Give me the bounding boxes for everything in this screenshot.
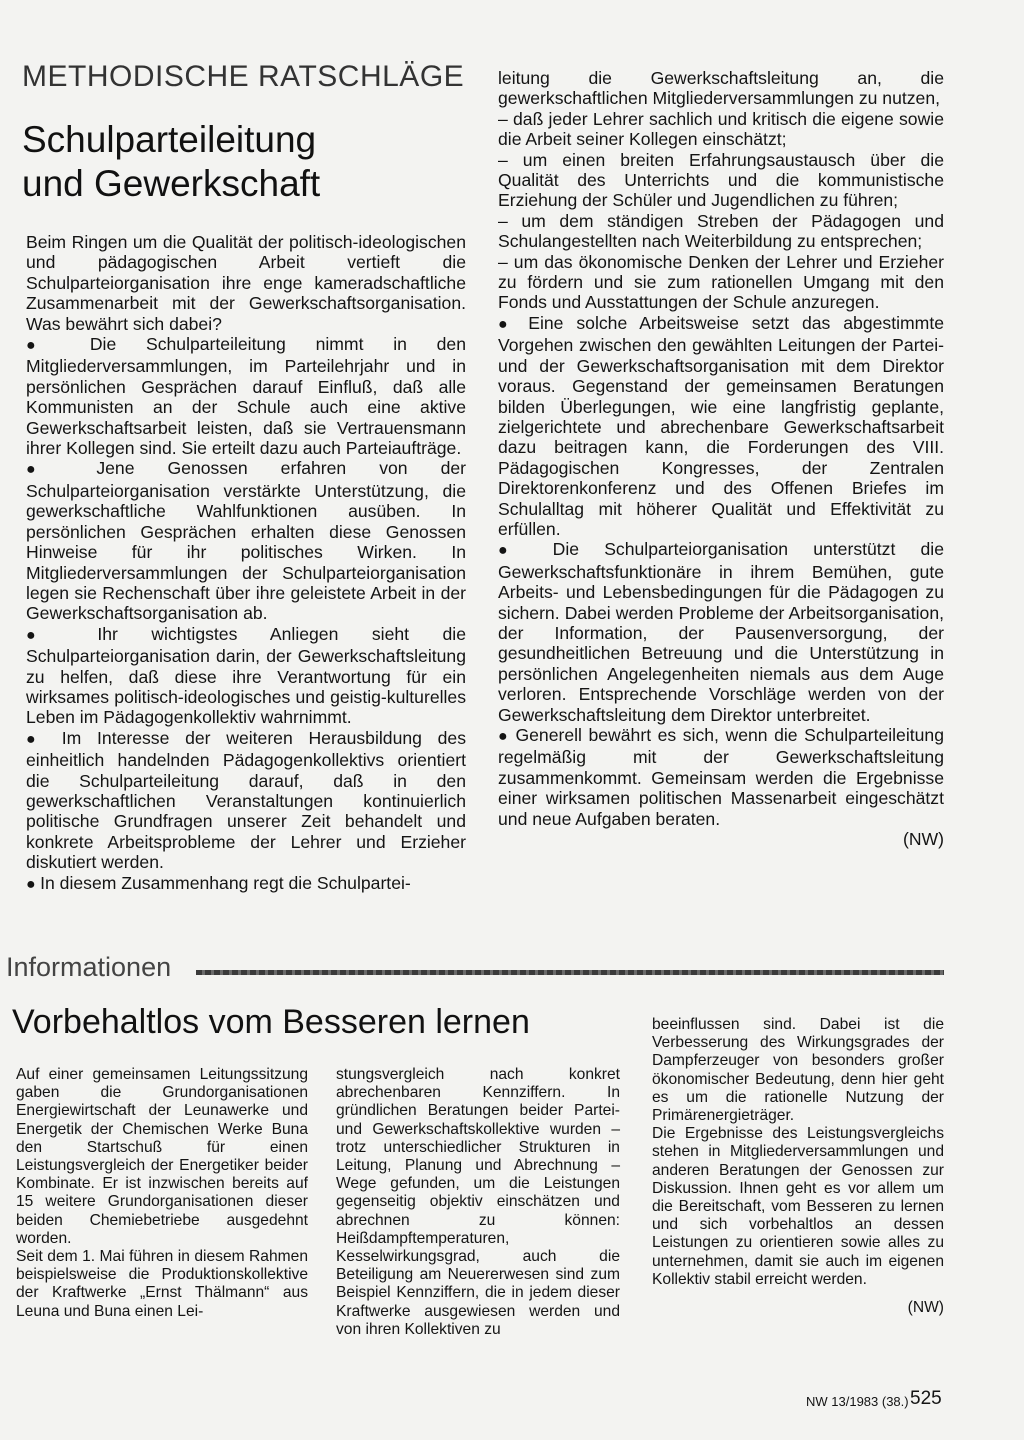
author-signature: (NW)	[907, 1299, 944, 1317]
dash-item: – um dem ständigen Streben der Pädagogen und Schulangestellten nach Weiterbildung zu entsprechen;	[498, 210, 944, 252]
dash-item: – daß jeder Lehrer sachlich und kritisch die eigene sowie die Arbeit seiner Kollegen einschätzt;	[498, 108, 944, 150]
paragraph: Beim Ringen um die Qualität der politisch-ideologischen und pädagogischen Arbeit vertieft die Schulparteiorganisation ihre enge kameradschaftliche Zusammenarbeit mit der Gewerkschaftsorganisation. Was bewährt sich dabei?	[26, 232, 466, 334]
info-column-2	[336, 1066, 620, 1339]
title-line-2: und Gewerkschaft	[22, 163, 321, 204]
bullet-paragraph: ● Jene Genossen erfahren von der Schulparteiorganisation verstärkte Unterstützung, die gewerkschaftliche Wahlfunktionen ausüben. In persönlichen Gesprächen erhalten diese Genossen Hinweise für ihr politisches Wirken. In Mitgliederversammlungen der Schulparteiorganisation legen sie Rechenschaft über ihre geleistete Arbeit in der Gewerkschaftsorganisation ab.	[26, 458, 466, 623]
issue-reference: NW 13/1983 (38.)	[806, 1394, 909, 1409]
author-signature: (NW)	[902, 829, 944, 850]
article-column-1	[26, 232, 466, 895]
paragraph: leitung die Gewerkschaftsleitung an, die gewerkschaftlichen Mitgliederversammlungen zu nutzen,	[498, 68, 944, 109]
info-column-1	[16, 1066, 308, 1321]
paragraph: Auf einer gemeinsamen Leitungssitzung gaben die Grundorganisationen Energiewirtschaft der Leunawerke und Energetik der Chemischen Werke Buna den Startschuß für einen Leistungsvergleich der Energetiker beider Kombinate. Er ist inzwischen bereits auf 15 weitere Grundorganisationen dieser beiden Chemiebetriebe ausgedehnt worden.	[16, 1066, 308, 1247]
bullet-paragraph: ● Die Schulparteileitung nimmt in den Mitgliederversammlungen, im Parteilehrjahr und in persönlichen Gesprächen darauf Einfluß, daß alle Kommunisten an der Schule auch eine aktive Gewerkschaftsarbeit leisten, daß sie Vertrauensmann ihrer Kollegen sind. Sie erteilt dazu auch Parteiaufträge.	[26, 334, 466, 458]
bullet-paragraph: ● In diesem Zusammenhang regt die Schulpartei-	[26, 873, 466, 895]
article-column-2	[498, 68, 944, 849]
section-label: Informationen	[6, 952, 172, 982]
info-title: Vorbehaltlos vom Besseren lernen	[12, 1003, 530, 1041]
bullet-paragraph: ● Im Interesse der weiteren Herausbildung des einheitlich handelnden Pädagogenkollektivs orientiert die Schulparteileitung darauf, daß in den gewerkschaftlichen Veranstaltungen kontinuierlich politische Grundfragen unserer Zeit behandelt und konkrete Arbeitsprobleme der Lehrer und Erzieher diskutiert werden.	[26, 728, 466, 873]
page-number: 525	[910, 1388, 942, 1409]
dash-item: – um das ökonomische Denken der Lehrer und Erzieher zu fördern und sie zum rationellen Umgang mit den Fonds und Ausstattungen der Schule anzuregen.	[498, 251, 944, 313]
dash-item: – um einen breiten Erfahrungsaustausch über die Qualität des Unterrichts und die kommunistische Erziehung der Schüler und Jugendlichen zu führen;	[498, 149, 944, 211]
paragraph: beeinflussen sind. Dabei ist die Verbesserung des Wirkungsgrades der Dampferzeuger von besonders großer ökonomischer Bedeutung, denn hier geht es um die rationelle Nutzung der Primärenergieträger.	[652, 1016, 944, 1125]
bullet-paragraph: ● Generell bewährt es sich, wenn die Schulparteileitung regelmäßig mit der Gewerkschaftsleitung zusammenkommt. Gemeinsam werden die Ergebnisse einer wirksamen politischen Massenarbeit eingeschätzt und neue Aufgaben beraten.	[498, 725, 944, 829]
bullet-paragraph: ● Eine solche Arbeitsweise setzt das abgestimmte Vorgehen zwischen den gewählten Leitungen der Partei- und der Gewerkschaftsorganisation mit dem Direktor voraus. Gegenstand der gemeinsamen Beratungen bilden Überlegungen, wie eine langfristig geplante, zielgerichtete und abrechenbare Gewerkschaftsarbeit dazu beitragen kann, die Forderungen des VIII. Pädagogischen Kongresses, der Zentralen Direktorenkonferenz und des Offenen Briefes im Schulalltag mit höherer Qualität und Effektivität zu erfüllen.	[498, 313, 944, 539]
article-title	[22, 118, 492, 206]
paragraph: Seit dem 1. Mai führen in diesem Rahmen beispielsweise die Produktionskollektive der Kraftwerke „Ernst Thälmann“ aus Leuna und Buna einen Lei-	[16, 1248, 308, 1320]
bullet-paragraph: ● Ihr wichtigstes Anliegen sieht die Schulparteiorganisation darin, der Gewerkschaftsleitung zu helfen, daß diese ihre Verantwortung für ein wirksames politisch-ideologisches und geistig-kulturelles Leben im Pädagogenkollektiv wahrnimmt.	[26, 624, 466, 728]
paragraph: Die Ergebnisse des Leistungsvergleichs stehen in Mitgliederversammlungen und anderen Beratungen der Genossen zur Diskussion. Ihnen geht es vor allem um die Bereitschaft, vom Besseren zu lernen und sich vorbehaltlos an dessen Leistungen zu orientieren sowie alles zu unternehmen, damit sie auch im eigenen Kollektiv stabil erreicht werden.	[652, 1125, 944, 1288]
paragraph: stungsvergleich nach konkret abrechenbaren Kennziffern. In gründlichen Beratungen beider Partei- und Gewerkschaftskollektive wurden – trotz unterschiedlicher Strukturen in Leitung, Planung und Abrechnung – Wege gefunden, um die Leistungen gegenseitig objektiv einschätzen und abrechnen zu können: Heißdampftemperaturen, Kesselwirkungsgrad, auch die Beteiligung am Neuererwesen sind zum Beispiel Kennziffern, die in jedem dieser Kraftwerke ausgewiesen werden und von ihren Kollektiven zu	[336, 1066, 620, 1338]
info-column-3	[652, 1016, 944, 1317]
section-divider	[196, 970, 944, 975]
bullet-paragraph: ● Die Schulparteiorganisation unterstützt die Gewerkschaftsfunktionäre in ihrem Bemühen, gute Arbeits- und Lebensbedingungen für die Pädagogen zu sichern. Dabei werden Probleme der Arbeitsorganisation, der Information, der Pausenversorgung, der gesundheitlichen Betreuung und die Unterstützung in persönlichen Angelegenheiten niemals aus dem Auge verloren. Entsprechende Vorschläge werden von der Gewerkschaftsleitung dem Direktor unterbreitet.	[498, 539, 944, 725]
title-line-1: Schulparteileitung	[22, 119, 317, 160]
section-kicker: METHODISCHE RATSCHLÄGE	[22, 60, 465, 93]
